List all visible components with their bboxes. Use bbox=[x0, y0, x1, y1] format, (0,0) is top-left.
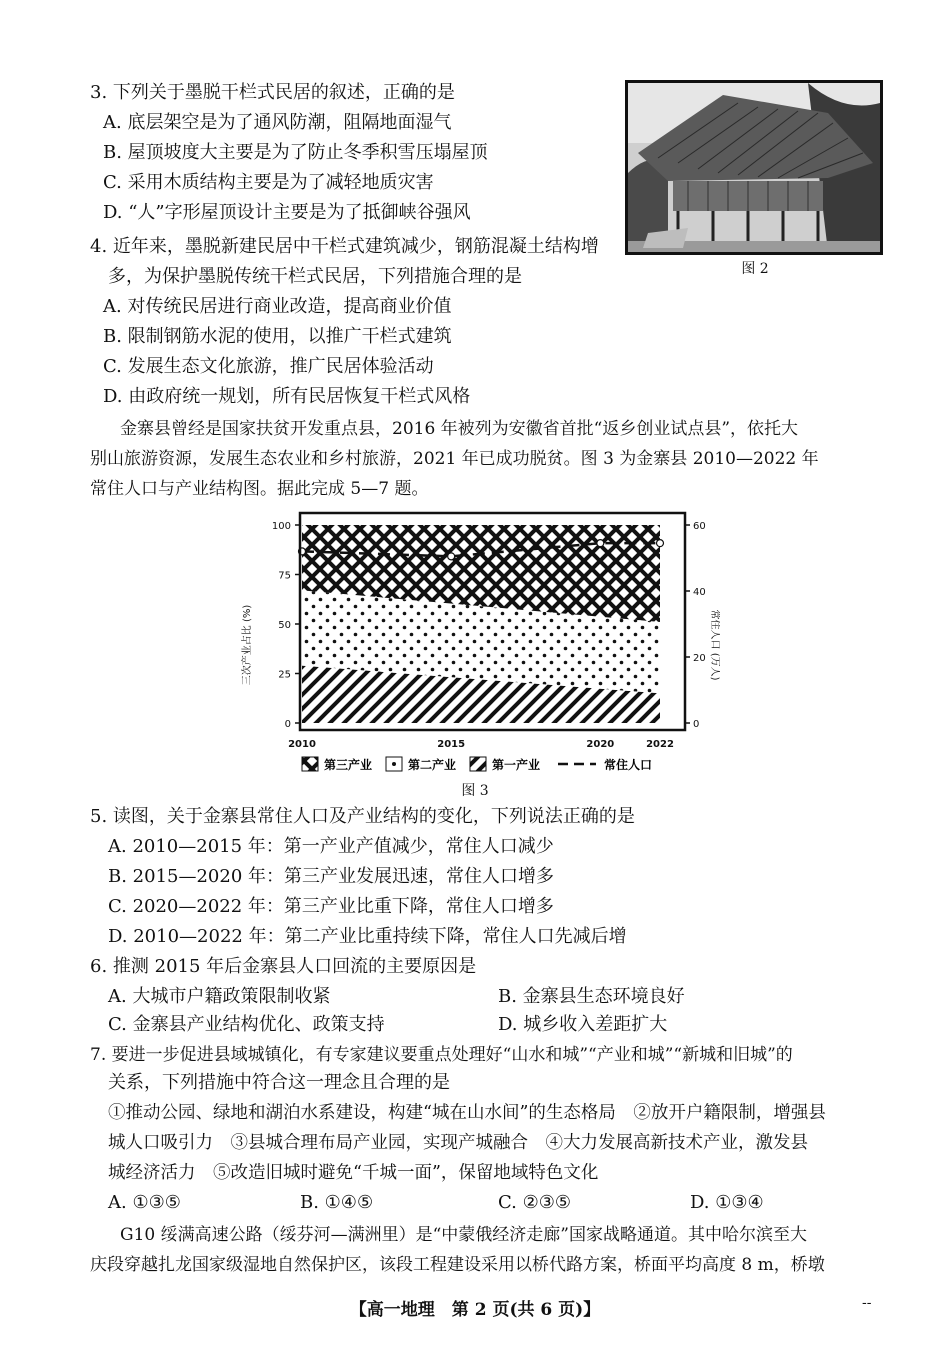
y-right-tick-label: 60 bbox=[693, 521, 706, 532]
q6-option-b: B. 金寨县生态环境良好 bbox=[498, 986, 685, 1007]
legend-swatch-tertiary bbox=[302, 757, 318, 771]
q7-item-line2: 城人口吸引力 ③县城合理布局产业园，实现产城融合 ④大力发展高新技术产业，激发县 bbox=[108, 1133, 808, 1153]
chart-legend bbox=[302, 757, 652, 772]
y-left-label: 三次产业占比 (%) bbox=[242, 604, 253, 686]
passage1-line2: 别山旅游资源，发展生态农业和乡村旅游，2021 年已成功脱贫。图 3 为金寨县 2010—2022 年 bbox=[90, 449, 819, 469]
q7-option-d: D. ①③④ bbox=[690, 1192, 764, 1213]
y-left-tick-label: 100 bbox=[271, 521, 291, 532]
y-right-tick-label: 0 bbox=[693, 719, 700, 730]
q7-option-b: B. ①④⑤ bbox=[300, 1192, 374, 1213]
y-left-tick-label: 75 bbox=[278, 570, 291, 582]
q6-option-a: A. 大城市户籍政策限制收紧 bbox=[108, 986, 331, 1007]
population-point bbox=[657, 540, 664, 547]
q5-option-c: C. 2020—2022 年：第三产业比重下降，常住人口增多 bbox=[108, 896, 554, 917]
q3-option-c: C. 采用木质结构主要是为了减轻地质灾害 bbox=[103, 172, 434, 193]
q5-stem: 5. 读图，关于金寨县常住人口及产业结构的变化，下列说法正确的是 bbox=[90, 806, 635, 827]
x-tick-label: 2020 bbox=[586, 739, 615, 750]
passage1-line1: 金寨县曾经是国家扶贫开发重点县，2016 年被列为安徽省首批“返乡创业试点县”，依托大 bbox=[120, 419, 799, 439]
stilt-house-illustration bbox=[628, 83, 880, 252]
figure3-chart bbox=[240, 505, 720, 805]
legend-label-tertiary: 第三产业 bbox=[324, 758, 373, 772]
q7-item-line3: 城经济活力 ⑤改造旧城时避免“千城一面”，保留地域特色文化 bbox=[108, 1163, 599, 1183]
footer-mark: -- bbox=[862, 1295, 872, 1311]
q5-option-b: B. 2015—2020 年：第三产业发展迅速，常住人口增多 bbox=[108, 866, 555, 887]
y-right-label: 常住人口 (万人) bbox=[709, 609, 720, 681]
q7-item-line1: ①推动公园、绿地和湖泊水系建设，构建“城在山水间”的生态格局 ②放开户籍限制，增强县 bbox=[108, 1103, 826, 1123]
q6-option-d: D. 城乡收入差距扩大 bbox=[498, 1014, 668, 1035]
q7-option-c: C. ②③⑤ bbox=[498, 1192, 571, 1213]
x-tick-label: 2010 bbox=[288, 739, 316, 750]
q4-option-d: D. 由政府统一规划，所有民居恢复干栏式风格 bbox=[103, 386, 471, 407]
y-left-tick-label: 50 bbox=[278, 620, 291, 631]
x-tick-label: 2022 bbox=[646, 739, 674, 750]
passage2-line1: G10 绥满高速公路（绥芬河—满洲里）是“中蒙俄经济走廊”国家战略通道。其中哈尔滨至大 bbox=[120, 1225, 807, 1245]
page-footer: 【高一地理 第 2 页(共 6 页)】 bbox=[349, 1300, 601, 1320]
q6-stem: 6. 推测 2015 年后金寨县人口回流的主要原因是 bbox=[90, 956, 477, 977]
q7-stem-line1: 7. 要进一步促进县域城镇化，有专家建议要重点处理好“山水和城”“产业和城”“新城和旧城”的 bbox=[90, 1045, 793, 1065]
figure2-photo bbox=[625, 80, 883, 255]
q5-option-a: A. 2010—2015 年：第一产业产值减少，常住人口减少 bbox=[108, 836, 554, 857]
q3-option-a: A. 底层架空是为了通风防潮，阻隔地面湿气 bbox=[103, 112, 452, 133]
q4-option-b: B. 限制钢筋水泥的使用，以推广干栏式建筑 bbox=[103, 326, 452, 347]
q7-option-a: A. ①③⑤ bbox=[108, 1192, 181, 1213]
legend-label-population: 常住人口 bbox=[604, 758, 653, 772]
legend-label-primary: 第一产业 bbox=[492, 758, 541, 772]
figure3-caption: 图 3 bbox=[461, 783, 489, 799]
passage1-line3: 常住人口与产业结构图。据此完成 5—7 题。 bbox=[90, 479, 429, 499]
q3-option-b: B. 屋顶坡度大主要是为了防止冬季积雪压塌屋顶 bbox=[103, 142, 488, 163]
x-tick-label: 2015 bbox=[437, 739, 466, 750]
y-right-tick-label: 40 bbox=[693, 587, 706, 598]
q4-option-a: A. 对传统民居进行商业改造，提高商业价值 bbox=[103, 296, 452, 317]
figure2-caption: 图 2 bbox=[741, 261, 769, 277]
q4-stem-line2: 多，为保护墨脱传统干栏式民居，下列措施合理的是 bbox=[108, 266, 522, 287]
y-left-tick-label: 0 bbox=[284, 719, 291, 730]
legend-swatch-secondary-dot bbox=[392, 762, 396, 766]
q4-option-c: C. 发展生态文化旅游，推广民居体验活动 bbox=[103, 356, 434, 377]
q6-option-c: C. 金寨县产业结构优化、政策支持 bbox=[108, 1014, 385, 1035]
q3-stem: 3. 下列关于墨脱干栏式民居的叙述，正确的是 bbox=[90, 82, 455, 103]
population-point bbox=[597, 540, 604, 547]
q5-option-d: D. 2010—2022 年：第二产业比重持续下降，常住人口先减后增 bbox=[108, 926, 627, 947]
y-left-tick-label: 25 bbox=[278, 669, 291, 681]
q3-option-d: D. “人”字形屋顶设计主要是为了抵御峡谷强风 bbox=[103, 202, 471, 223]
legend-swatch-primary bbox=[470, 757, 486, 771]
q7-stem-line2: 关系，下列措施中符合这一理念且合理的是 bbox=[108, 1072, 450, 1093]
legend-label-secondary: 第二产业 bbox=[408, 758, 457, 772]
q4-stem-line1: 4. 近年来，墨脱新建民居中干栏式建筑减少，钢筋混凝土结构增 bbox=[90, 236, 599, 257]
passage2-line2: 庆段穿越扎龙国家级湿地自然保护区，该段工程建设采用以桥代路方案，桥面平均高度 8 m，桥墩 bbox=[90, 1255, 825, 1275]
population-point bbox=[448, 553, 455, 560]
y-right-tick-label: 20 bbox=[693, 653, 706, 664]
